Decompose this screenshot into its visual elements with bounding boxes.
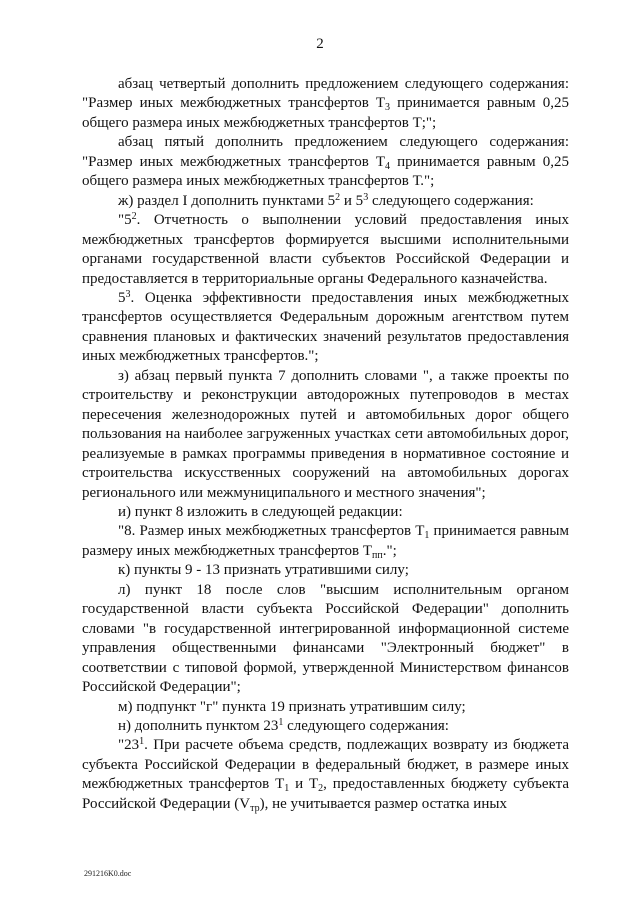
paragraph-text: и) пункт 8 изложить в следующей редакции: (118, 503, 403, 520)
paragraph (82, 561, 569, 580)
paragraph-text: принимается равным 0,25 общего размера иных межбюджетных трансфертов Т."; (82, 153, 569, 190)
subscript: 1 (284, 783, 290, 795)
paragraph-text: ."; (382, 542, 397, 559)
paragraph (82, 503, 569, 522)
paragraph-text: л) пункт 18 после слов "высшим исполнительным органом государственной власти субъекта Российской Федерации" дополнить словами "в государственной интегрированной информационной системе управления общественными финансами "Электронный бюджет" в соответствии с типовой формой, утвержденной Министерством финансов Российской Федерации"; (82, 581, 569, 696)
paragraph (82, 211, 569, 289)
subscript: 1 (424, 530, 430, 542)
paragraph (82, 75, 569, 133)
footer-filename: 291216K0.doc (84, 869, 132, 878)
superscript: 3 (125, 288, 131, 300)
paragraph-text: ), не учитывается размер остатка иных (259, 795, 507, 812)
page-number: 2 (316, 36, 324, 52)
paragraph (82, 289, 569, 367)
superscript: 2 (335, 191, 341, 203)
paragraph (82, 736, 569, 814)
paragraph-text: "8. Размер иных межбюджетных трансфертов Т (118, 523, 425, 540)
paragraph (82, 698, 569, 717)
paragraph-text: абзац четвертый дополнить предложением следующего содержания: "Размер иных межбюджетных трансфертов Т (82, 76, 569, 112)
paragraph-text: принимается равным 0,25 общего размера иных межбюджетных трансфертов Т;"; (82, 95, 569, 131)
superscript: 2 (131, 211, 137, 223)
paragraph (82, 717, 569, 736)
superscript: 1 (278, 716, 284, 728)
superscript: 1 (139, 736, 145, 748)
paragraph-text: м) подпункт "г" пункта 19 признать утратившим силу; (118, 698, 466, 715)
paragraph-text: з) абзац первый пункта 7 дополнить словами ", а также проекты по строительству и реконструкции автодорожных путепроводов в местах пересечения железнодорожных путей и автомобильных дорог общего пользования на наиболее загруженных участках сети автомобильных дорог, реализуемые в рамках программы приведения в нормативное состояние и строительства искусственных сооружений на автомобильных дорогах регионального или межмуниципального и местного значения"; (82, 367, 569, 501)
paragraph (82, 581, 569, 698)
document-body (82, 75, 569, 814)
subscript: тр (250, 802, 260, 814)
paragraph-text: . Оценка эффективности предоставления иных межбюджетных трансфертов осуществляется Федеральным дорожным агентством путем сравнения плановых и фактических значений результатов предоставления иных межбюджетных трансфертов."; (82, 289, 569, 365)
paragraph-text: к) пункты 9 - 13 признать утратившими силу; (118, 562, 409, 579)
paragraph-text: "23 (118, 737, 140, 754)
subscript: 4 (385, 160, 391, 172)
superscript: 3 (363, 191, 369, 203)
paragraph-text: следующего содержания: (368, 192, 534, 209)
paragraph-text: н) дополнить пунктом 23 (118, 717, 279, 734)
paragraph-text: 5 (118, 289, 126, 306)
paragraph-text: . При расчете объема средств, подлежащих возврату из бюджета субъекта Российской Федерации в федеральный бюджет, в размере иных межбюджетных трансфертов Т (82, 737, 569, 793)
paragraph-text: ж) раздел I дополнить пунктами 5 (118, 192, 336, 209)
paragraph-text: "5 (118, 212, 132, 229)
subscript: пп (372, 549, 383, 561)
paragraph (82, 192, 569, 211)
paragraph-text: и 5 (340, 192, 364, 209)
paragraph-text: . Отчетность о выполнении условий предоставления иных межбюджетных трансфертов формируется высшими исполнительными органами государственной власти субъектов Российской Федерации и предоставляется в территориальные органы Федерального казначейства. (82, 212, 569, 287)
paragraph-text: абзац пятый дополнить предложением следующего содержания: "Размер иных межбюджетных трансфертов Т (82, 134, 569, 170)
paragraph-text: следующего содержания: (283, 717, 449, 734)
subscript: 3 (385, 102, 391, 114)
paragraph (82, 367, 569, 503)
paragraph-text: и Т (289, 776, 319, 793)
paragraph-text: , предоставленных бюджету субъекта Российской Федерации (V (82, 776, 569, 812)
paragraph-text: принимается равным размеру иных межбюджетных трансфертов Т (82, 523, 569, 559)
paragraph (82, 522, 569, 561)
paragraph (82, 133, 569, 191)
subscript: 2 (318, 783, 324, 795)
